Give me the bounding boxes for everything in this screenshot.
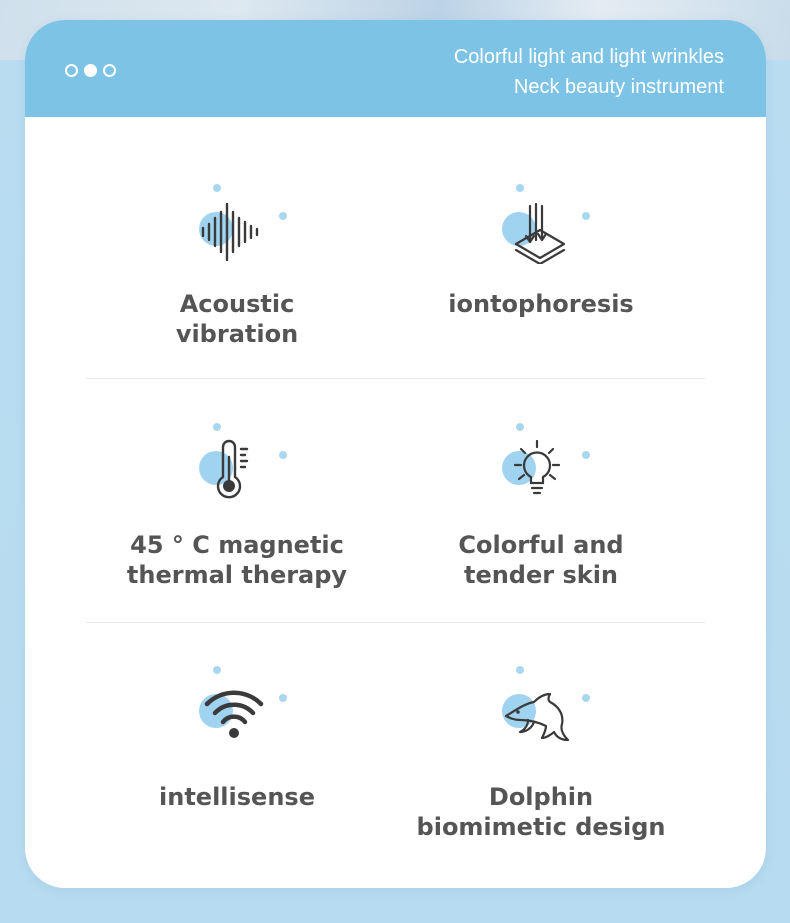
feature-label: 45 ° C magnetic thermal therapy: [126, 531, 348, 589]
feature-row: [25, 622, 766, 888]
card-header: [25, 20, 766, 117]
thermometer-icon: [199, 423, 279, 513]
header-title-line1: Colorful light and light wrinkles: [453, 46, 724, 68]
feature-card: [25, 20, 766, 888]
skin-layers-icon: [502, 184, 582, 274]
header-title: [454, 42, 724, 102]
feature-grid: [25, 117, 766, 888]
dolphin-icon: [502, 666, 582, 756]
feature-label: intellisense: [159, 783, 315, 811]
sound-wave-icon: [199, 184, 279, 274]
feature-row: [25, 117, 766, 379]
light-bulb-icon: [502, 423, 582, 513]
feature-label: iontophoresis: [448, 290, 634, 318]
dot-outline: [65, 64, 78, 77]
header-title-line2: Neck beauty instrument: [513, 76, 724, 98]
feature-row: [25, 379, 766, 622]
pagination-dots: [65, 64, 116, 77]
wifi-icon: [199, 666, 279, 756]
dot-filled: [84, 64, 97, 77]
feature-label: Colorful and tender skin: [458, 531, 624, 589]
dot-outline: [103, 64, 116, 77]
feature-label: Dolphin biomimetic design: [416, 783, 666, 841]
feature-label: Acoustic vibration: [175, 290, 299, 348]
